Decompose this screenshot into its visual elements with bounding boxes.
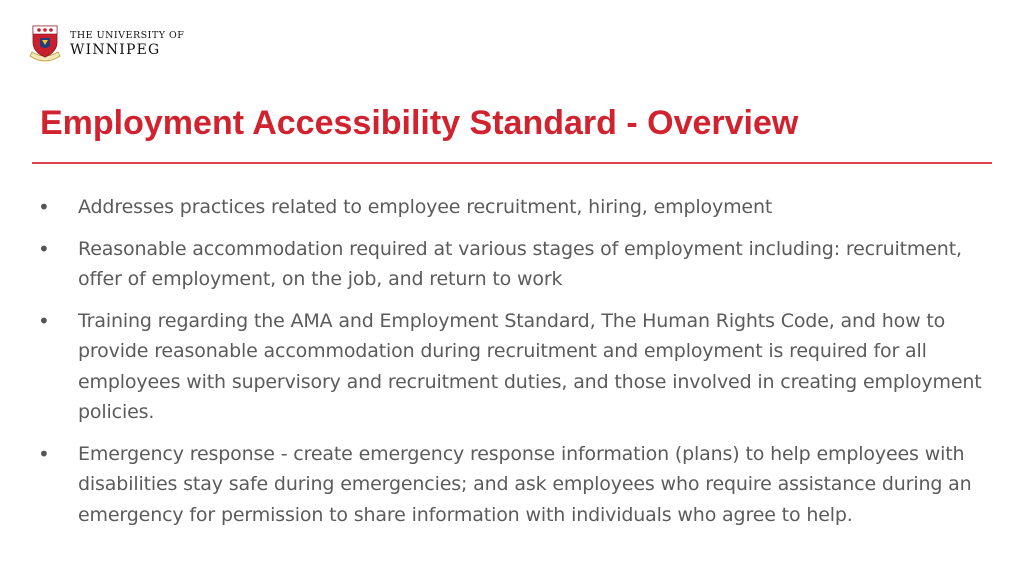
list-item	[38, 439, 988, 531]
list-item	[38, 306, 988, 428]
bullet-list	[38, 192, 988, 541]
university-wordmark	[70, 31, 184, 57]
bullet-icon: •	[38, 441, 50, 466]
bullet-text: Training regarding the AMA and Employment Standard, The Human Rights Code, and how to provide reasonable accommodation during recruitment and employment is required for all employees with supervisory and recruitment duties, and those involved in creating employment policies.	[78, 309, 982, 423]
bullet-icon: •	[38, 308, 50, 333]
bullet-icon: •	[38, 236, 50, 261]
bullet-icon: •	[38, 195, 50, 219]
university-crest-icon	[28, 22, 62, 66]
bullet-text: Addresses practices related to employee recruitment, hiring, employment	[78, 196, 773, 218]
slide-title: Employment Accessibility Standard - Overview	[40, 104, 799, 142]
logo-line-1: THE UNIVERSITY OF	[70, 30, 185, 42]
list-item	[38, 234, 988, 295]
bullet-text: Emergency response - create emergency response information (plans) to help employees with disabilities stay safe during emergencies; and ask employees who require assistance during an emergency for permission to share information with individuals who agree to help.	[78, 442, 972, 526]
university-logo	[28, 22, 184, 66]
bullet-text: Reasonable accommodation required at various stages of employment including: recruitment, offer of employment, on the job, and return to work	[78, 237, 962, 290]
list-item	[38, 192, 988, 223]
title-divider	[32, 162, 992, 164]
logo-line-2: WINNIPEG	[70, 41, 161, 58]
